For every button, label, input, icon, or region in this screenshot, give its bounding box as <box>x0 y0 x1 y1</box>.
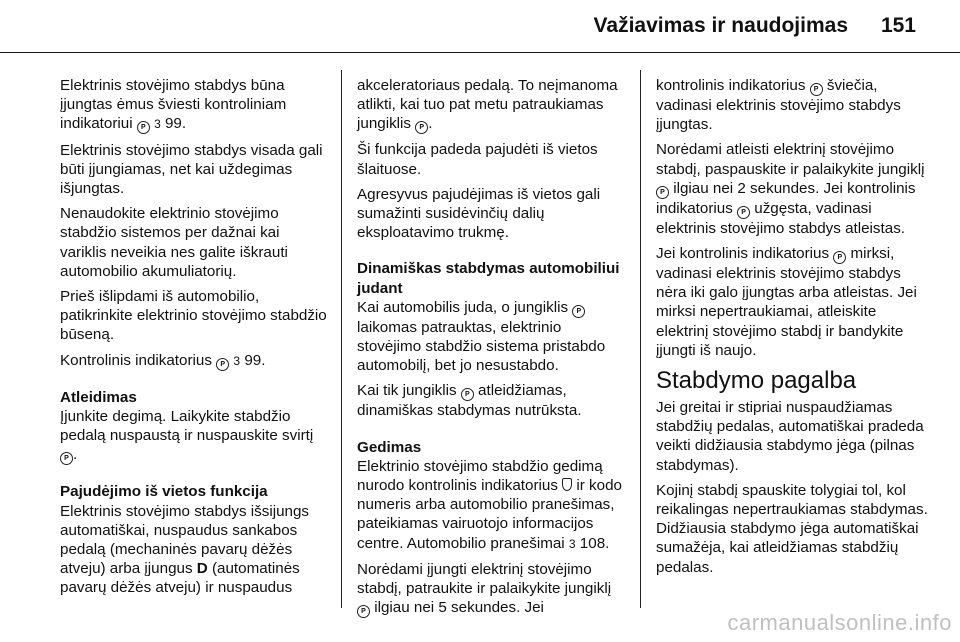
parking-brake-icon: P <box>656 186 669 199</box>
paragraph: Elektrinis stovėjimo stabdys išsijungs automatiškai, nuspaudus sankabos pedalą (mechaninės pavarų dėžės atveju) arba įjungus D (automatinės pavarų dėžės atveju) ir nuspaudus <box>60 502 309 597</box>
paragraph: Nenaudokite elektrinio stovėjimo stabdžio sistemos per dažnai kai variklis neveikia nes galite iškrauti automobilio akumuliatorių. <box>60 205 288 280</box>
section-heading: Pajudėjimo iš vietos funkcija <box>60 483 268 501</box>
paragraph: Elektrinio stovėjimo stabdžio gedimą nurodo kontrolinis indikatorius ir kodo numeris arba automobilio pranešimas, pateikiamas vairuotojo informacijos centre. Automobilio pranešimai 3 108. <box>357 457 627 554</box>
column-divider-1 <box>341 70 342 608</box>
paragraph: Agresyvus pajudėjimas iš vietos gali sumažinti susidėvinčių dalių eksploatavimo trukmę. <box>357 185 601 242</box>
paragraph: Įjunkite degimą. Laikykite stabdžio pedalą nuspaustą ir nuspauskite svirtį P . <box>60 408 314 464</box>
service-wrench-icon <box>562 478 572 491</box>
paragraph: Elektrinis stovėjimo stabdys būna įjungtas ėmus šviesti kontroliniam indikatoriui P 3 99. <box>60 76 330 135</box>
paragraph: Norėdami atleisti elektrinį stovėjimo stabdį, paspauskite ir palaikykite jungiklį P ilgiau nei 2 sekundes. Jei kontrolinis indikatorius P užgęsta, vadinasi elektrinis stovėjimo stabdys atleistas. <box>656 141 925 237</box>
header-divider <box>0 52 960 53</box>
chapter-title: Važiavimas ir naudojimas <box>593 14 848 37</box>
paragraph: Jei greitai ir stipriai nuspaudžiamas stabdžių pedalas, automatiškai pradeda veikti didžiausia stabdymo jėga (pilnas stabdymas). <box>656 399 924 474</box>
paragraph: Kojinį stabdį spauskite tolygiai tol, kol reikalingas nepertraukiamas stabdymas. Didžiausia stabdymo jėga automatiškai sumažėja, kai atleidžiamas stabdžių pedalas. <box>656 481 928 576</box>
paragraph: Norėdami įjungti elektrinį stovėjimo stabdį, patraukite ir palaikykite jungiklį P ilgiau nei 5 sekundes. Jei <box>357 560 612 617</box>
paragraph: Ši funkcija padeda pajudėti iš vietos šlaituose. <box>357 141 598 178</box>
column-divider-2 <box>640 70 641 608</box>
parking-brake-icon: P <box>357 605 370 618</box>
paragraph: kontrolinis indikatorius P šviečia, vadinasi elektrinis stovėjimo stabdys įjungtas. <box>656 77 901 134</box>
page-number: 151 <box>880 14 916 37</box>
parking-brake-icon: P <box>572 305 585 318</box>
page-reference-arrow: 3 <box>233 353 241 368</box>
parking-brake-icon: P <box>137 121 150 134</box>
paragraph: Kontrolinis indikatorius P 3 99. <box>60 351 330 371</box>
parking-brake-icon: P <box>415 121 428 134</box>
watermark: carmanualsonline.info <box>727 610 952 635</box>
parking-brake-icon: P <box>60 452 73 465</box>
section-heading: Gedimas <box>357 438 422 456</box>
paragraph: Kai automobilis juda, o jungiklis P laikomas patrauktas, elektrinio stovėjimo stabdžio sistema pristabdo automobilį, bet jo nesustabdo. <box>357 298 606 375</box>
text-column-3 <box>656 76 928 583</box>
parking-brake-icon: P <box>461 388 474 401</box>
paragraph: Elektrinis stovėjimo stabdys visada gali būti įjungiamas, net kai uždegimas išjungtas. <box>60 141 323 198</box>
parking-brake-icon: P <box>810 83 823 96</box>
page-header <box>0 0 960 52</box>
parking-brake-icon: P <box>216 358 229 371</box>
parking-brake-icon: P <box>737 206 750 219</box>
section-heading: Atleidimas <box>60 388 137 406</box>
paragraph: Jei kontrolinis indikatorius P mirksi, vadinasi elektrinis stovėjimo stabdys nėra iki galo įjungtas arba atleistas. Jei mirksi nepertraukiamai, atleiskite elektrinį stovėjimo stabdį ir bandykite įjungti iš naujo. <box>656 245 917 359</box>
parking-brake-icon: P <box>833 251 846 264</box>
text-column-1 <box>60 76 330 604</box>
paragraph: Prieš išlipdami iš automobilio, patikrinkite elektrinio stovėjimo stabdžio būseną. <box>60 288 327 344</box>
section-title: Stabdymo pagalba <box>656 367 857 395</box>
page-reference-arrow: 3 <box>568 536 576 551</box>
paragraph: Kai tik jungiklis P atleidžiamas, dinamiškas stabdymas nutrūksta. <box>357 382 582 420</box>
text-column-2 <box>357 76 627 624</box>
page-reference-arrow: 3 <box>154 117 161 132</box>
paragraph: akceleratoriaus pedalą. To neįmanoma atlikti, kai tuo pat metu patraukiamas jungiklis P . <box>357 77 618 133</box>
section-heading: Dinamiškas stabdymas automobiliui judant <box>357 260 620 297</box>
